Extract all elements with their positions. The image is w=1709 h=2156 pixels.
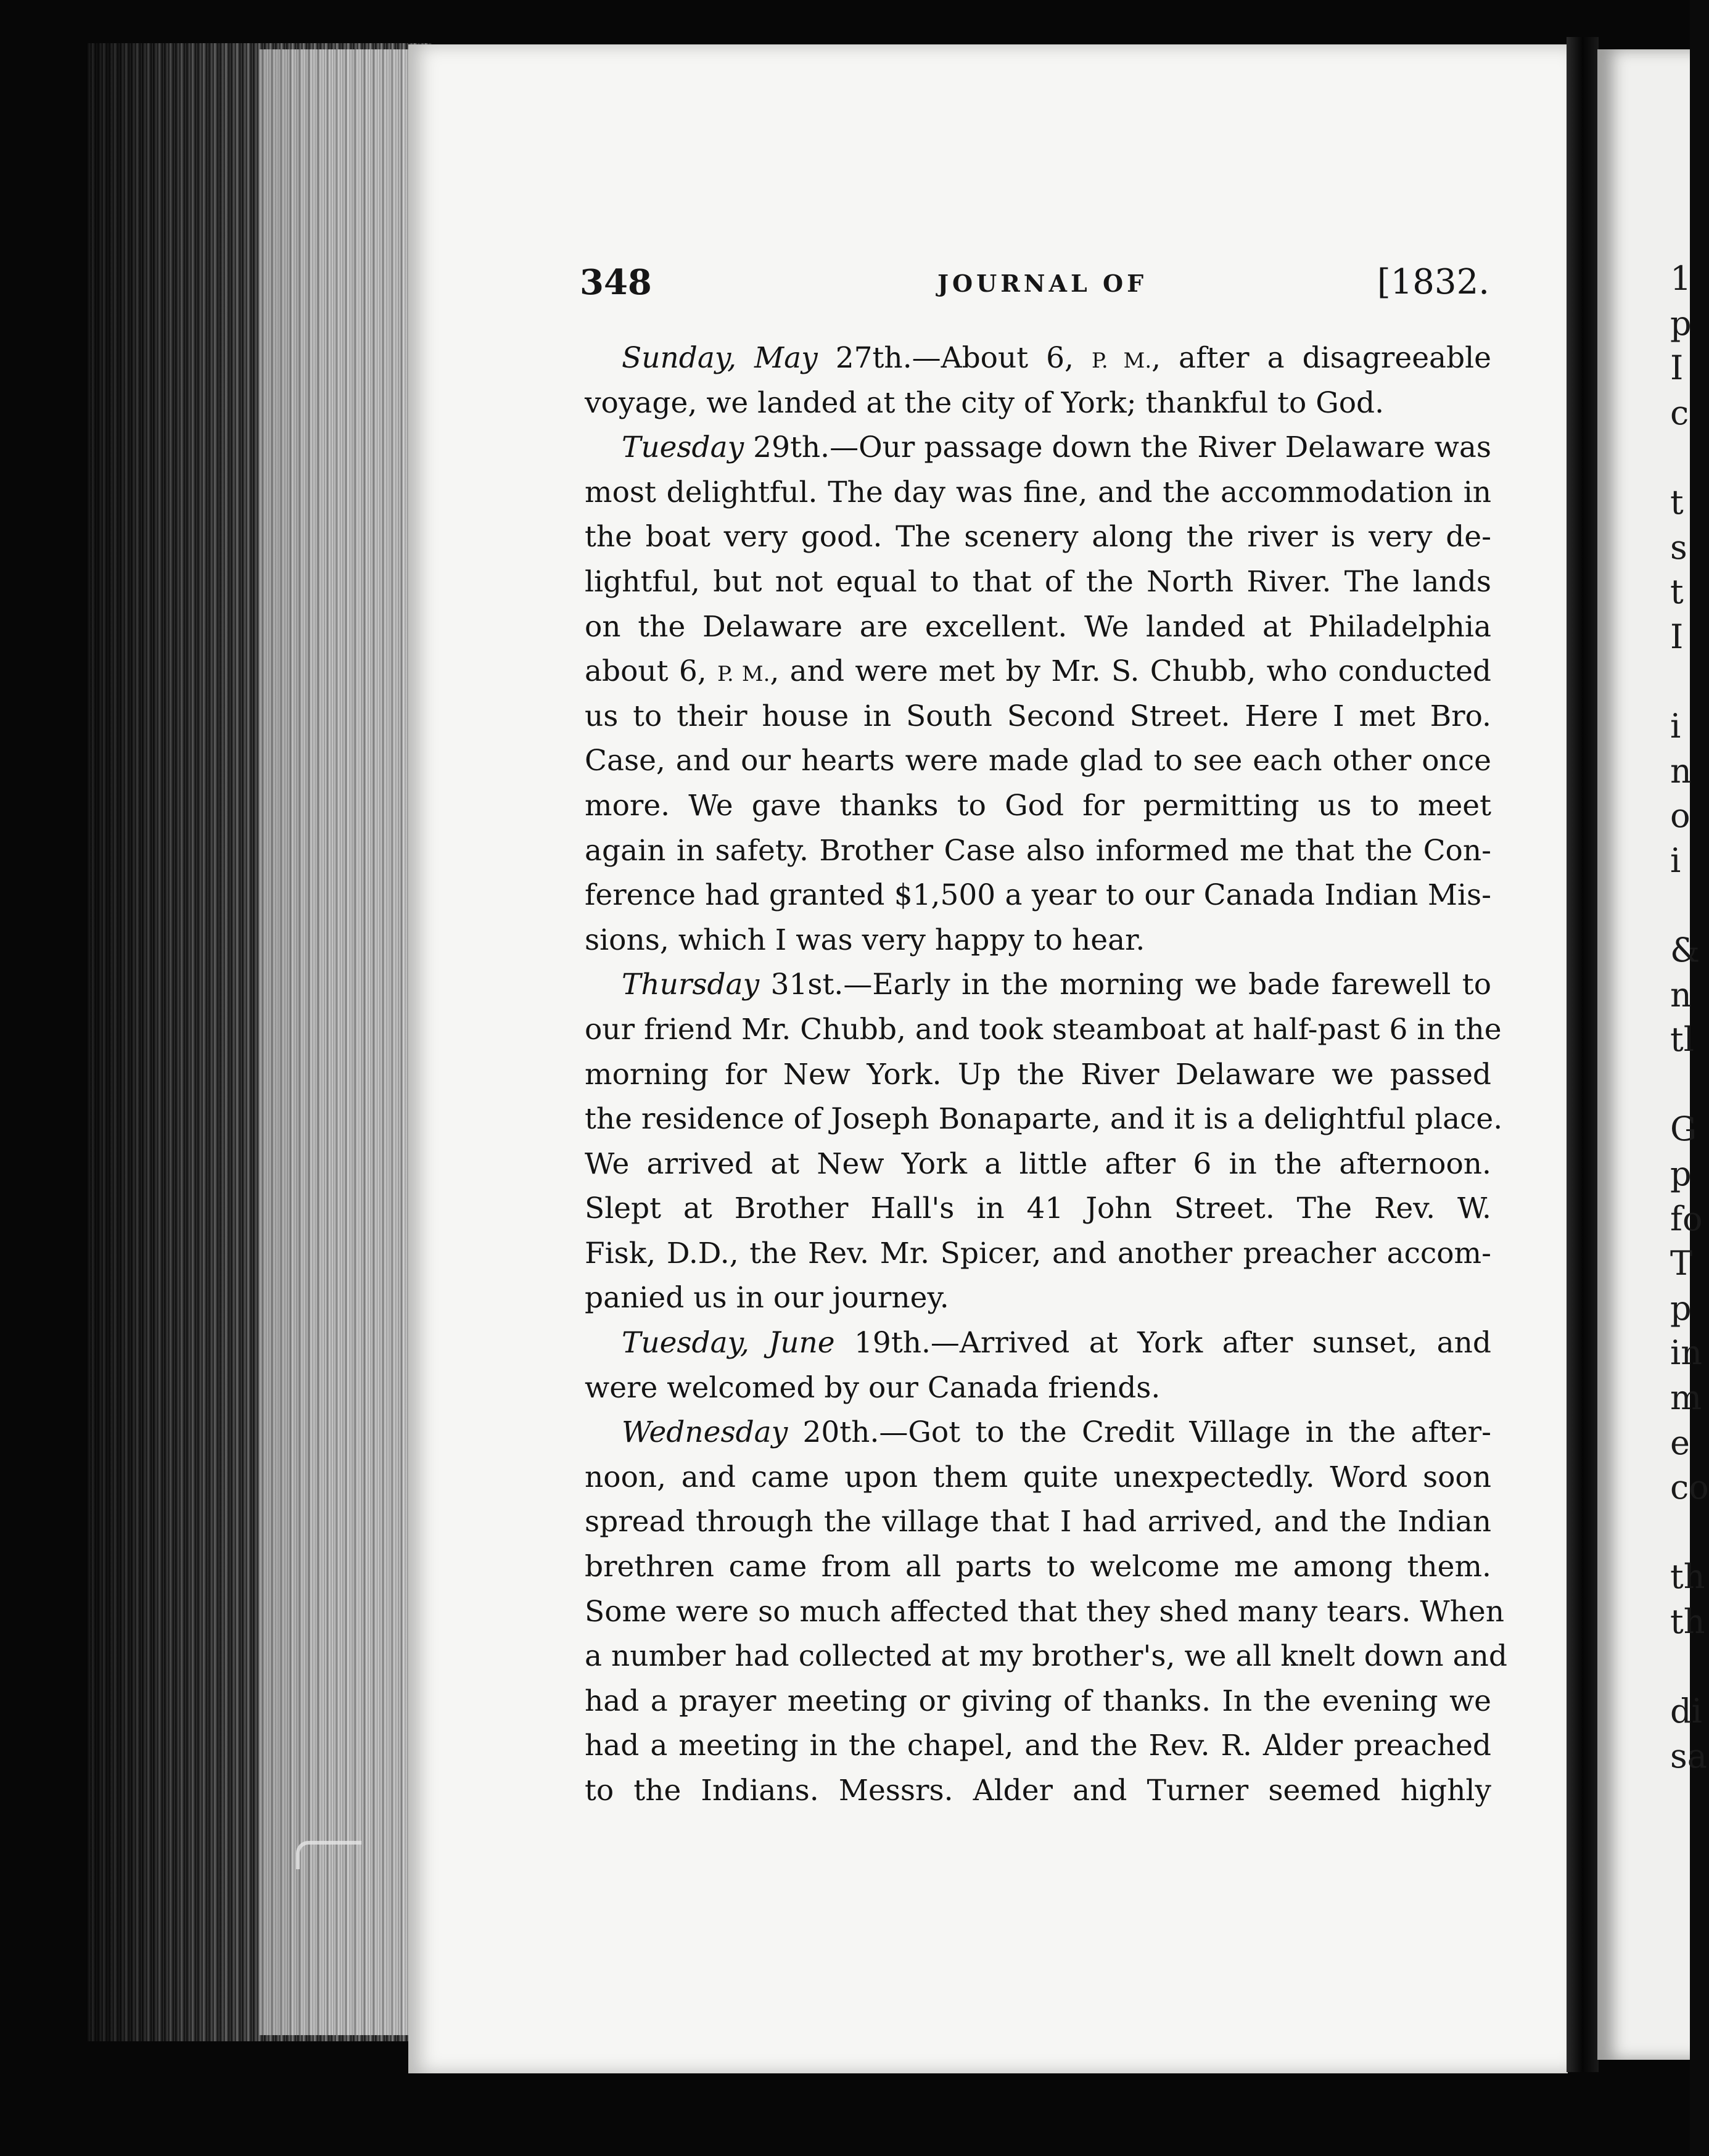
facing-page-edge	[1597, 49, 1709, 2060]
text-line	[585, 1321, 1491, 1366]
facing-page-fragment: I	[1670, 617, 1684, 656]
facing-page-fragment: n	[1670, 751, 1692, 791]
facing-page-fragment: T	[1670, 1244, 1693, 1283]
text-line	[585, 1590, 1504, 1635]
entry-date: Tuesday	[622, 430, 744, 465]
text-run: again in safety. Brother Case also informed me that the Con-	[585, 833, 1491, 868]
facing-page-fragment: 1	[1670, 259, 1692, 298]
text-line	[585, 784, 1491, 829]
text-run: 27th.—About 6,	[817, 341, 1092, 375]
text-line	[585, 1500, 1491, 1545]
text-run: noon, and came upon them quite unexpectedly. Word soon	[585, 1460, 1491, 1494]
book-gutter	[1567, 37, 1599, 2072]
text-line	[585, 1187, 1491, 1232]
text-line	[585, 336, 1491, 381]
facing-page-fragment: th	[1670, 1557, 1705, 1597]
text-run: P. M.	[717, 662, 770, 687]
header-year: [1832.	[1377, 262, 1489, 302]
facing-page-fragment: fo	[1670, 1199, 1703, 1238]
text-run: Case, and our hearts were made glad to see each other once	[585, 744, 1491, 778]
text-line	[585, 1276, 1491, 1321]
text-run: P. M.	[1091, 348, 1152, 373]
facing-page-fragment: p	[1670, 1288, 1692, 1328]
text-line	[585, 1410, 1491, 1455]
running-header	[580, 262, 1489, 311]
text-line	[585, 381, 1491, 426]
text-run: sions, which I was very happy to hear.	[585, 923, 1145, 957]
text-line	[585, 1769, 1491, 1814]
facing-page-fragment: i	[1670, 707, 1681, 746]
text-line	[585, 1455, 1491, 1500]
text-line	[585, 1053, 1491, 1098]
facing-page-fragment: co	[1670, 1468, 1709, 1507]
text-run: 20th.—Got to the Credit Village in the after-	[788, 1415, 1491, 1450]
text-line	[585, 649, 1491, 694]
facing-page-fragment: I	[1670, 348, 1684, 388]
text-run: panied us in our journey.	[585, 1281, 949, 1315]
journal-body-text	[585, 336, 1507, 1814]
facing-page-fragment: n	[1670, 975, 1692, 1014]
text-run: more. We gave thanks to God for permitting us to meet	[585, 788, 1491, 823]
facing-page-fragment: o	[1670, 796, 1690, 836]
text-line	[585, 963, 1491, 1008]
facing-page-fragment: G	[1670, 1109, 1697, 1149]
text-run: morning for New York. Up the River Delaware we passed	[585, 1057, 1491, 1092]
text-run: ference had granted $1,500 a year to our Canada Indian Mis-	[585, 878, 1491, 913]
text-line	[585, 605, 1491, 650]
text-line	[585, 918, 1491, 963]
facing-page-fragment: t	[1670, 483, 1684, 522]
entry-date: Wednesday	[622, 1415, 788, 1450]
facing-page-fragment: di	[1670, 1692, 1702, 1731]
bookmark-ribbon	[296, 1841, 361, 1869]
text-line	[585, 1232, 1491, 1277]
running-title: JOURNAL OF	[937, 270, 1148, 297]
text-run: spread through the village that I had arrived, and the Indian	[585, 1505, 1491, 1539]
facing-page-fragment: e	[1670, 1423, 1690, 1462]
text-run: We arrived at New York a little after 6 in the afternoon.	[585, 1146, 1491, 1181]
text-run: on the Delaware are excellent. We landed at Philadelphia	[585, 609, 1491, 644]
text-line	[585, 1097, 1503, 1142]
text-line	[585, 1634, 1507, 1679]
text-line	[585, 1545, 1491, 1590]
entry-date: Sunday, May	[622, 341, 818, 375]
facing-page-fragment: in	[1670, 1333, 1703, 1373]
text-line	[585, 1679, 1491, 1724]
facing-page-fragment: t	[1670, 572, 1684, 612]
entry-date: Tuesday, June	[622, 1326, 835, 1360]
text-run: Fisk, D.D., the Rev. Mr. Spicer, and another preacher accom-	[585, 1236, 1491, 1270]
facing-page-fragment: i	[1670, 841, 1681, 880]
text-run: us to their house in South Second Street. Here I met Bro.	[585, 699, 1491, 733]
text-run: our friend Mr. Chubb, and took steamboat at half-past 6 in the	[585, 1012, 1502, 1047]
text-run: 31st.—Early in the morning we bade farewell to	[759, 968, 1491, 1002]
facing-page-fragment: th	[1670, 1602, 1705, 1641]
text-run: most delightful. The day was fine, and the accommodation in	[585, 475, 1491, 509]
entry-date: Thursday	[622, 968, 760, 1002]
facing-page-fragment: tl	[1670, 1020, 1694, 1059]
facing-page-fragment: &	[1670, 931, 1700, 969]
facing-page-fragment: p	[1670, 1154, 1692, 1193]
text-run: to the Indians. Messrs. Alder and Turner seemed highly	[585, 1774, 1491, 1808]
facing-page-fragment: c	[1670, 393, 1689, 432]
text-run: the boat very good. The scenery along the river is very de-	[585, 520, 1491, 554]
text-line	[585, 873, 1491, 918]
text-line	[585, 515, 1491, 560]
text-line	[585, 829, 1491, 874]
text-run: lightful, but not equal to that of the North River. The lands	[585, 564, 1491, 599]
text-run: the residence of Joseph Bonaparte, and it is a delightful place.	[585, 1102, 1503, 1137]
text-run: 19th.—Arrived at York after sunset, and	[834, 1326, 1491, 1360]
text-run: Some were so much affected that they shed many tears. When	[585, 1594, 1504, 1629]
text-run: voyage, we landed at the city of York; thankful to God.	[585, 385, 1385, 420]
text-run: had a prayer meeting or giving of thanks. In the evening we	[585, 1684, 1491, 1718]
text-line	[585, 426, 1491, 471]
text-line	[585, 1008, 1502, 1053]
page-number: 348	[580, 262, 652, 303]
facing-page-fragment: m	[1670, 1378, 1702, 1417]
text-line	[585, 694, 1491, 739]
text-run: about 6,	[585, 654, 717, 689]
text-line	[585, 1142, 1491, 1187]
facing-page-fragment: sa	[1670, 1736, 1707, 1775]
text-run: , after a disagreeable	[1151, 341, 1491, 375]
text-run: had a meeting in the chapel, and the Rev. R. Alder preached	[585, 1729, 1491, 1763]
text-run: were welcomed by our Canada friends.	[585, 1370, 1161, 1405]
text-run: , and were met by Mr. S. Chubb, who conducted	[770, 654, 1491, 689]
text-run: brethren came from all parts to welcome me among them.	[585, 1550, 1491, 1584]
text-run: 29th.—Our passage down the River Delaware was	[744, 430, 1491, 465]
text-line	[585, 471, 1491, 516]
text-run: a number had collected at my brother's, we all knelt down and	[585, 1639, 1507, 1674]
facing-page-fragment: s	[1670, 527, 1687, 567]
text-run: Slept at Brother Hall's in 41 John Street. The Rev. W.	[585, 1191, 1491, 1226]
text-line	[585, 1724, 1491, 1769]
text-line	[585, 739, 1491, 784]
page-edge-shadow	[86, 43, 432, 2041]
text-line	[585, 560, 1491, 605]
text-line	[585, 1366, 1491, 1411]
facing-page-fragment: p	[1670, 303, 1692, 343]
